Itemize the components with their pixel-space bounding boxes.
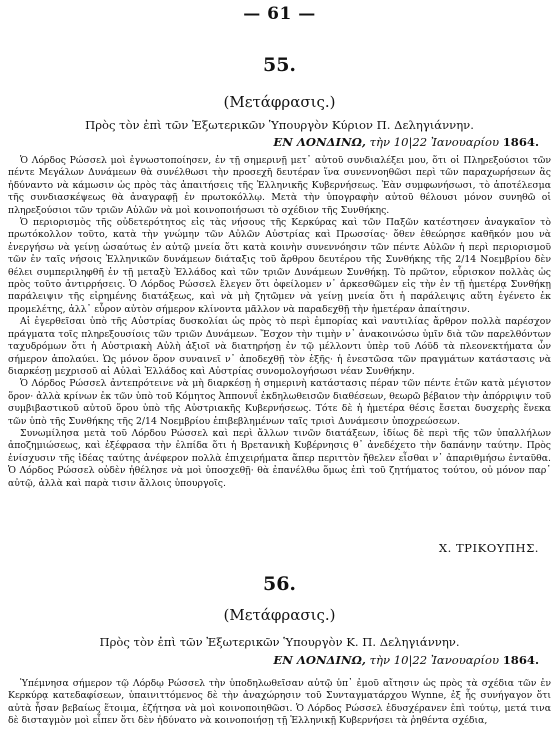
letter-body	[8, 155, 551, 490]
paragraph: Ὁ περιορισμὸς τῆς οὐδετερότητος εἰς τὰς νήσους τῆς Κερκύρας καὶ τῶν Παξῶν κατέστησεν ἀναγκαῖον τὸ πρωτόκολλον τοῦτο, κατὰ τὴν γνώμην τῶν Αὐλῶν Αὐστρίας καὶ Πρωσσίας· ὅθεν ἐθεώρησε καθῆκόν μου νὰ ἐνεργήσω νὰ γείνῃ ὡσαύτως ἐν αὐτῷ μνεία ὅτι κατὰ κοινὴν συνεννόησιν τῶν πέντε Αὐλῶν ἡ περὶ περιορισμοῦ τῶν ἐν ταῖς νήσοις Ἑλληνικῶν δυνάμεων διάταξις τοῦ ἄρθρου δευτέρου τῆς Συνθήκης τῆς 2/14 Νοεμβρίου δὲν θέλει συμπεριληφθῆ ἐν τῇ μεταξὺ Ἑλλάδος καὶ τῶν τριῶν Δυνάμεων Συνθήκῃ. Τὸ πρῶτον, εὗρισκον πολλὰς ὡς πρὸς τοῦτο ἀντιρρήσεις. Ὁ Λόρδος Ρώσσελ ἔλεγεν ὅτι ὀφείλομεν ν᾽ ἀρκεσθῶμεν εἰς τὴν ἐν τῇ ἡμετέρᾳ Συνθήκῃ παράλειψιν τῆς εἰρημένης διατάξεως, καὶ νὰ μὴ ζητῶμεν νὰ γείνῃ μνεία ὅτι ἡ παράλειψις αὕτη ἐγένετο ἐκ προμελέτης, ἀλλ᾽ εὗρον αὐτὸν σήμερον κλίνοντα μᾶλλον νὰ παραδεχθῇ τὴν ἡμετέραν ἀπαίτησιν.	[8, 217, 551, 315]
paragraph: Ὁ Λόρδος Ρώσσελ ἀντεπρότεινε νὰ μὴ διαρκέσῃ ἡ σημερινὴ κατάστασις πέραν τῶν πέντε ἐτῶν κατὰ μέγιστον ὅρον· ἀλλὰ κρίνων ἐκ τῶν ὑπὸ τοῦ Κόμητος Ἀππονυΐ ἐκδηλωθεισῶν διαθέσεων, θεωρῶ βέβαιον τὴν ἀπόρριψιν τοῦ συμβιβαστικοῦ αὐτοῦ ὅρου ὑπὸ τῆς Αὐστριακῆς Κυβερνήσεως. Τότε δὲ ἡ ἡμετέρα θέσις ἔσεται δυσχερὴς ἕνεκα τῶν ὑπὸ τῆς Συνθήκης τῆς 2/14 Νοεμβρίου ἐπιβεβλημένων ταῖς τρισὶ Δυνάμεσιν ὑποχρεώσεων.	[8, 378, 551, 427]
document-kind: (Μετάφρασις.)	[223, 93, 336, 111]
date-place: ΕΝ ΛΟΝΔΙΝΩ,	[273, 135, 366, 149]
date-month: Ἰανουαρίου	[430, 135, 499, 149]
document-number: 56.	[262, 573, 297, 595]
page-number: — 61 —	[243, 4, 316, 24]
dateline	[273, 135, 539, 149]
addressee-line: Πρὸς τὸν ἐπὶ τῶν Ἐξωτερικῶν Ὑπουργὸν Κύριον Π. Δεληγιάννην.	[85, 118, 474, 132]
date-month: Ἰανουαρίου	[430, 653, 499, 667]
document-kind: (Μετάφρασις.)	[223, 606, 336, 624]
date-text: τὴν 10|22	[369, 135, 428, 149]
letter-body	[8, 678, 551, 728]
signature: Χ. ΤΡΙΚΟΥΠΗΣ.	[438, 541, 539, 555]
paragraph: Αἱ ἐγερθεῖσαι ὑπὸ τῆς Αὐστρίας δυσκολίαι ὡς πρὸς τὸ περὶ ἐμπορίας καὶ ναυτιλίας ἄρθρον πολλὰ παρέσχον πράγματα τοῖς πληρεξουσίοις τῶν τριῶν Δυνάμεων. Ἔσχον τὴν τιμὴν ν᾽ ἀνακοινώσω ὑμῖν διὰ τῶν παρελθόντων ταχυδρόμων ὅτι ἡ Αὐστριακὴ Αὐλὴ ἀξιοῖ νὰ διατηρήσῃ ἐν τῷ μέλλοντι ὑπὲρ τοῦ Λόϋδ τὰ πλεονεκτήματα ὧν σήμερον ἀπολαύει. Ὡς μόνον ὅρον συναινεῖ ν᾽ ἀποδεχθῇ τὸν ἑξῆς· ἡ ἐνεστῶσα τῶν πραγμάτων κατάστασις νὰ διαρκέσῃ μεχρισοῦ αἱ Αὐλαὶ Ἑλλάδος καὶ Αὐστρίας συνομολογήσωσι νέαν Συνθήκην.	[8, 316, 551, 377]
paragraph: Συνωμίλησα μετὰ τοῦ Λόρδου Ρώσσελ καὶ περὶ ἄλλων τινῶν διατάξεων, ἰδίως δὲ περὶ τῆς τῶν ὑπαλλήλων ἀποζημιώσεως, καὶ ἐξέφρασα τὴν ἐλπίδα ὅτι ἡ Βρετανικὴ Κυβέρνησις θ᾽ ἀνεδέχετο τὴν δαπάνην ταύτην. Πρὸς ἐνίσχυσιν τῆς ἰδέας ταύτης ἀνέφερον πολλὰ ἐπιχειρήματα ἅπερ περιττὸν ἤθελεν εἶσθαι ν᾽ ἀπαριθμήσω ἐνταῦθα. Ὁ Λόρδος Ρώσσελ οὐδὲν ἠθέλησε νὰ μοὶ ὑποσχεθῇ· θὰ ἐπανέλθω ὅμως ἐπὶ τοῦ ζητήματος τούτου, οὐ μόνον παρ᾽ αὐτῷ, ἀλλὰ καὶ παρὰ τισιν ἄλλοις ὑπουργοῖς.	[8, 427, 551, 489]
date-text: τὴν 10|22	[369, 653, 428, 667]
dateline	[273, 653, 539, 667]
date-year: 1864.	[502, 653, 539, 667]
paragraph: Ὁ Λόρδος Ρώσσελ μοὶ ἐγνωστοποίησεν, ἐν τῇ σημερινῇ μετ᾽ αὐτοῦ συνδιαλέξει μου, ὅτι οἱ Πληρεξούσιοι τῶν πέντε Μεγάλων Δυνάμεων θὰ συνέλθωσι τὴν προσεχῆ δευτέραν ἵνα συνεννοηθῶσι περὶ τῶν παραχωρήσεων ἃς ἠδύναντο νὰ κάμωσιν ὡς πρὸς τὰς ἀπαιτήσεις τῆς Ἑλληνικῆς Κυβερνήσεως. Ἐὰν συμφωνήσωσι, τὸ ἀποτέλεσμα τῆς συνδιασκέψεως θὰ ἀναγραφῇ ἐν πρωτοκόλλῳ. Μετὰ τὴν ὑπογραφὴν αὐτοῦ θέλουσι μόνον συνηθῶ οἱ πληρεξούσιοι τῶν τριῶν Αὐλῶν νὰ μοὶ κοινοποιήσωσι τὸ σχέδιον τῆς Συνθήκης.	[8, 155, 551, 216]
paragraph: Ὑπέμνησα σήμερον τῷ Λόρδῳ Ρώσσελ τὴν ὑποδηλωθεῖσαν αὐτῷ ὑπ᾽ ἐμοῦ αἴτησιν ὡς πρὸς τὰ σχέδια τῶν ἐν Κερκύρᾳ κατεδαφίσεων, ὑπαινιττόμενος δὲ τὴν ἀναχώρησιν τοῦ Συνταγματάρχου Wynne, ἐξ ἧς συνήγαγον ὅτι αὐτὰ ἦσαν βεβαίως ἕτοιμα, ἐζήτησα νὰ μοὶ κοινοποιηθῶσι. Ὁ Λόρδος Ρώσσελ ἐδυσχέρανεν ἐπὶ τούτῳ, μετά τινα δὲ δισταγμὸν μοὶ εἶπεν ὅτι δὲν ἠδύνατο νὰ κοινοποιήσῃ τῇ Ἑλληνικῇ Κυβερνήσει τὰ ῥηθέντα σχέδια,	[8, 678, 551, 727]
document-number: 55.	[262, 54, 297, 76]
date-year: 1864.	[502, 135, 539, 149]
addressee-line: Πρὸς τὸν ἐπὶ τῶν Ἐξωτερικῶν Ὑπουργὸν Κ. Π. Δεληγιάννην.	[99, 635, 460, 649]
date-place: ΕΝ ΛΟΝΔΙΝΩ,	[273, 653, 366, 667]
